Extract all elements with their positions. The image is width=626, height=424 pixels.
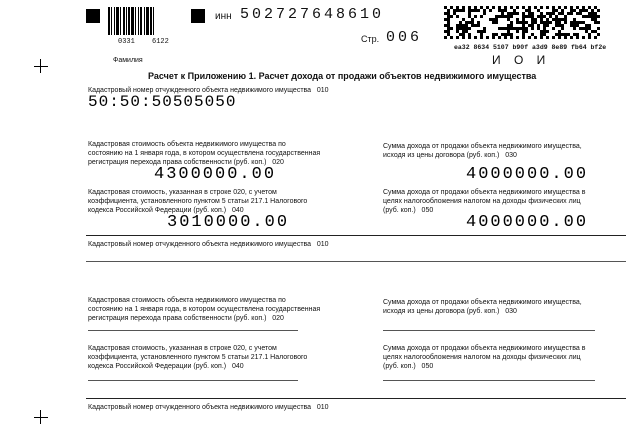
cadastral-cost-label: Кадастровая стоимость объекта недвижимого имущества по состоянию на 1 января года, в котором осуществлена государственная регистрация перехода права собственности (руб. коп.) 020	[88, 141, 321, 166]
surname-label: Фамилия	[113, 57, 143, 64]
cadastral-number-label: Кадастровый номер отчужденного объекта недвижимого имущества 010	[88, 241, 329, 248]
barcode-number-left: 0331	[118, 38, 135, 46]
coefficient-cost-field[interactable]	[88, 380, 298, 381]
qr-caption: ea32 8634 5107 b90f a3d9 8e89 fb64 bf2e	[454, 44, 607, 51]
page-label: Стр.	[361, 34, 380, 44]
sale-income-value[interactable]: 4000000.00	[466, 165, 589, 184]
marker-square-left	[86, 9, 100, 23]
taxable-income-field[interactable]	[383, 380, 595, 381]
crosshair-mark-top	[34, 59, 48, 73]
sale-income-label: Сумма дохода от продажи объекта недвижимого имущества, исходя из цены договора (руб. коп.) 030	[383, 299, 582, 315]
barcode-number-right: 6122	[152, 38, 169, 46]
barcode	[108, 7, 170, 35]
cadastral-number-label: Кадастровый номер отчужденного объекта недвижимого имущества 010	[88, 404, 329, 411]
sale-income-label: Сумма дохода от продажи объекта недвижимого имущества, исходя из цены договора (руб. коп.) 030	[383, 143, 582, 159]
inn-label: инн	[215, 11, 232, 22]
cadastral-cost-field[interactable]	[88, 330, 298, 331]
section-divider	[86, 235, 626, 236]
qr-code	[444, 6, 600, 41]
cadastral-number-label: Кадастровый номер отчужденного объекта недвижимого имущества 010	[88, 87, 329, 94]
coefficient-cost-value[interactable]: 3010000.00	[167, 213, 290, 232]
initials: И О И	[492, 53, 546, 67]
cadastral-cost-label: Кадастровая стоимость объекта недвижимого имущества по состоянию на 1 января года, в котором осуществлена государственная регистрация перехода права собственности (руб. коп.) 020	[88, 297, 321, 322]
page-value: 006	[386, 29, 423, 46]
taxable-income-value[interactable]: 4000000.00	[466, 213, 589, 232]
cadastral-number-value[interactable]: 50:50:50505050	[88, 93, 237, 111]
marker-square-mid	[191, 9, 205, 23]
coefficient-cost-label: Кадастровая стоимость, указанная в строке 020, с учетом коэффициента, установленного пунктом 5 статьи 217.1 Налогового кодекса Российской Федерации (руб. коп.) 040	[88, 345, 308, 370]
inn-value: 502727648610	[240, 6, 385, 23]
sale-income-field[interactable]	[383, 330, 595, 331]
coefficient-cost-label: Кадастровая стоимость, указанная в строке 020, с учетом коэффициента, установленного пунктом 5 статьи 217.1 Налогового кодекса Российской Федерации (руб. коп.) 040	[88, 189, 308, 214]
page-title: Расчет к Приложению 1. Расчет дохода от продажи объектов недвижимого имущества	[148, 71, 537, 81]
cadastral-number-field[interactable]	[86, 261, 626, 262]
crosshair-mark-bottom	[34, 410, 48, 424]
taxable-income-label: Сумма дохода от продажи объекта недвижимого имущества в целях налогообложения налогом на доходы физических лиц (руб. коп.) 050	[383, 189, 586, 214]
cadastral-cost-value[interactable]: 4300000.00	[154, 165, 277, 184]
taxable-income-label: Сумма дохода от продажи объекта недвижимого имущества в целях налогообложения налогом на доходы физических лиц (руб. коп.) 050	[383, 345, 586, 370]
section-divider	[86, 398, 626, 399]
